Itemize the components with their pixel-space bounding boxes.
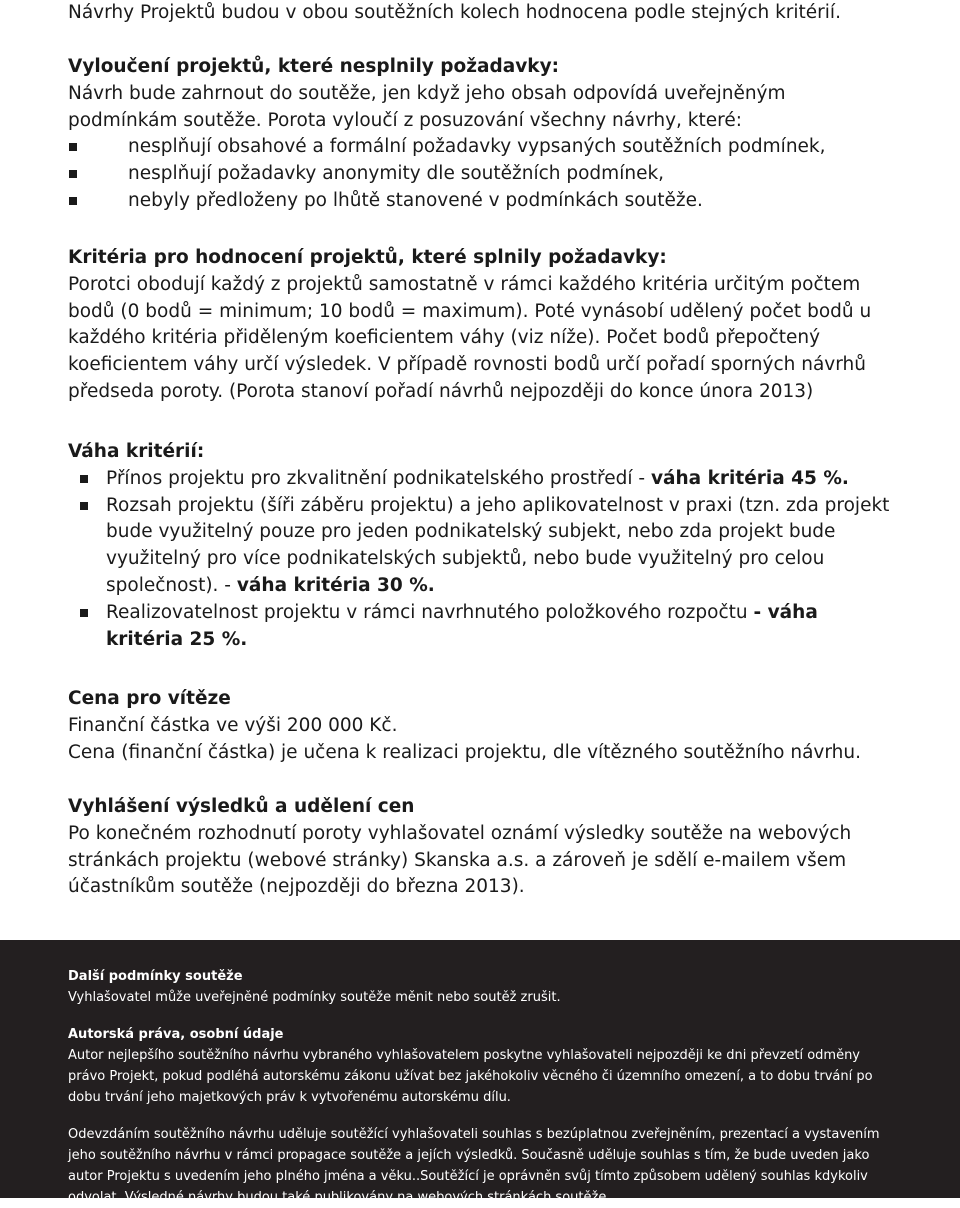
exclusion-section	[68, 54, 898, 215]
bullet-square-icon	[69, 143, 77, 151]
criteria-heading: Kritéria pro hodnocení projektů, které splnily požadavky:	[68, 247, 667, 268]
prize-line-1: Finanční částka ve výši 200 000 Kč.	[68, 714, 398, 736]
weight-value: váha kritéria 45 %.	[650, 467, 849, 489]
weights-heading: Váha kritérií:	[68, 441, 205, 462]
footer-rights-text: Autor nejlepšího soutěžního návrhu vybraného vyhlašovatelem poskytne vyhlašovateli nejpozději ke dni převzetí odměny právo Projekt, pokud podléhá autorskému zákonu užívat bez jakéhokoliv věcného či územního omezení, a to dobu trvání po dobu trvání jeho majetkových práv k vytvořenému autorskému dílu.	[68, 1048, 873, 1105]
intro-paragraph: Návrhy Projektů budou v obou soutěžních kolech hodnocena podle stejných kritérií.	[68, 2, 841, 23]
results-text: Po konečném rozhodnutí poroty vyhlašovatel oznámí výsledky soutěže na webových stránkách projektu (webové stránky) Skanska a.s. a zároveň je sdělí e-mailem všem účastníkům soutěže (nejpozději do března 2013).	[68, 822, 852, 898]
list-item-text: nesplňují požadavky anonymity dle soutěžních podmínek,	[128, 163, 665, 185]
weight-value: - váha kritéria 25 %.	[106, 601, 818, 650]
weight-value: váha kritéria 30 %.	[236, 574, 435, 596]
list-item	[68, 466, 898, 493]
weights-list	[68, 466, 898, 654]
footer-rights	[68, 1024, 898, 1108]
list-item-text: nesplňují obsahové a formální požadavky vypsaných soutěžních podmínek,	[128, 136, 826, 158]
footer-panel	[0, 940, 960, 1205]
bullet-square-icon	[80, 502, 88, 510]
bullet-square-icon	[69, 170, 77, 178]
list-item	[68, 493, 898, 600]
footer-consent	[68, 1124, 898, 1208]
prize-heading: Cena pro vítěze	[68, 688, 231, 709]
exclusion-text: Návrh bude zahrnout do soutěže, jen když jeho obsah odpovídá uveřejněným podmínkám soutěže. Porota vyloučí z posuzování všechny návrhy, které:	[68, 82, 786, 131]
list-item-text: nebyly předloženy po lhůtě stanovené v podmínkách soutěže.	[128, 189, 703, 211]
footer-conditions-text: Vyhlašovatel může uveřejněné podmínky soutěže měnit nebo soutěž zrušit.	[68, 990, 561, 1005]
list-item-text: Přínos projektu pro zkvalitnění podnikatelského prostředí -	[106, 467, 651, 489]
footer-conditions	[68, 966, 898, 1008]
prize-section	[68, 686, 898, 766]
list-item	[68, 134, 898, 161]
list-item-text: Realizovatelnost projektu v rámci navrhnutého položkového rozpočtu	[106, 601, 754, 623]
results-heading: Vyhlášení výsledků a udělení cen	[68, 796, 415, 817]
footer-rights-heading: Autorská práva, osobní údaje	[68, 1027, 284, 1042]
bullet-square-icon	[80, 609, 88, 617]
results-section	[68, 794, 898, 901]
prize-line-2: Cena (finanční částka) je učena k realizaci projektu, dle vítězného soutěžního návrhu.	[68, 741, 861, 763]
exclusion-heading: Vyloučení projektů, které nesplnily požadavky:	[68, 56, 560, 77]
footer-conditions-heading: Další podmínky soutěže	[68, 969, 243, 984]
criteria-text: Porotci obodují každý z projektů samostatně v rámci každého kritéria určitým počtem bodů (0 bodů = minimum; 10 bodů = maximum). Poté vynásobí udělený počet bodů u každého kritéria přiděleným koeficientem váhy (viz níže). Počet bodů přepočtený koeficientem váhy určí výsledek. V případě rovnosti bodů určí pořadí sporných návrhů předseda poroty. (Porota stanoví pořadí návrhů nejpozději do konce února 2013)	[68, 273, 872, 402]
list-item-text: Rozsah projektu (šíři záběru projektu) a jeho aplikovatelnost v praxi (tzn. zda projekt bude využitelný pouze pro jeden podnikatelský subjekt, nebo zda projekt bude využitelný pro více podnikatelských subjektů, nebo bude využitelný pro celou společnost). -	[106, 494, 890, 596]
bullet-square-icon	[69, 197, 77, 205]
criteria-section	[68, 245, 898, 406]
footer-consent-text: Odevzdáním soutěžního návrhu uděluje soutěžící vyhlašovateli souhlas s bezúplatnou zveřejněním, prezentací a vystavením jeho soutěžního návrhu v rámci propagace soutěže a jejích výsledků. Současně uděluje souhlas s tím, že bude uveden jako autor Projektu s uvedením jeho plného jména a věku..Soutěžící je oprávněn svůj tímto způsobem udělený souhlas kdykoliv odvolat. Výsledné návrhy budou také publikovány na webových stránkách soutěže.	[68, 1127, 880, 1205]
bullet-square-icon	[80, 475, 88, 483]
list-item	[68, 161, 898, 188]
exclusion-list	[68, 134, 898, 214]
list-item	[68, 188, 898, 215]
weights-section	[68, 439, 898, 653]
list-item	[68, 600, 898, 654]
